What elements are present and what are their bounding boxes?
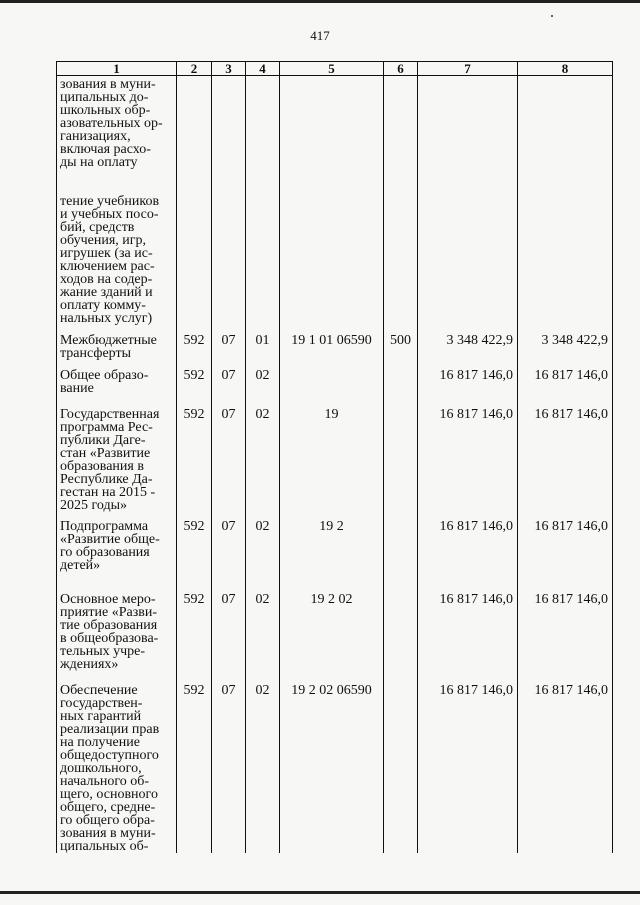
cell-col-8: 16 817 146,0	[518, 408, 613, 520]
cell-col-4	[246, 76, 280, 334]
budget-table	[56, 61, 613, 853]
cell-col-2: 592	[177, 334, 212, 369]
table-row	[57, 684, 613, 853]
cell-col-2: 592	[177, 684, 212, 853]
cell-col-8: 16 817 146,0	[518, 593, 613, 684]
table-body	[57, 76, 613, 853]
page-number: 417	[310, 28, 330, 43]
table-row	[57, 408, 613, 520]
cell-col-6	[384, 408, 418, 520]
cell-col-3: 07	[212, 593, 246, 684]
row-name-cell: зования в муни- ципальных до- школьных обр- азовательных ор- ганизациях, включая расхо- ды на оплату тение учебников и учебных посо- бий, средств обучения, игр, игрушек (за ис- ключением рас- ходов на содер- жание зданий и оплату комму- нальных услуг)	[57, 76, 177, 334]
table-row	[57, 593, 613, 684]
cell-col-3: 07	[212, 684, 246, 853]
row-name-cell: Подпрограмма «Развитие обще- го образования детей»	[57, 520, 177, 593]
cell-col-3: 07	[212, 408, 246, 520]
column-header-7: 7	[418, 62, 518, 76]
cell-col-4: 01	[246, 334, 280, 369]
cell-col-2	[177, 76, 212, 334]
table-row	[57, 369, 613, 408]
cell-col-7: 16 817 146,0	[418, 593, 518, 684]
column-header-1: 1	[57, 62, 177, 76]
cell-col-7: 3 348 422,9	[418, 334, 518, 369]
row-name-cell: Общее образо- вание	[57, 369, 177, 408]
cell-col-8	[518, 76, 613, 334]
cell-col-4: 02	[246, 684, 280, 853]
header-row	[57, 62, 613, 76]
column-header-3: 3	[212, 62, 246, 76]
cell-col-3: 07	[212, 520, 246, 593]
cell-col-7: 16 817 146,0	[418, 369, 518, 408]
table-row	[57, 76, 613, 334]
column-header-8: 8	[518, 62, 613, 76]
cell-col-5: 19 2 02 06590	[280, 684, 384, 853]
cell-col-2: 592	[177, 593, 212, 684]
scan-speck	[551, 15, 553, 17]
column-header-6: 6	[384, 62, 418, 76]
column-header-2: 2	[177, 62, 212, 76]
cell-col-4: 02	[246, 408, 280, 520]
cell-col-6	[384, 76, 418, 334]
table-row	[57, 334, 613, 369]
cell-col-4: 02	[246, 520, 280, 593]
cell-col-8: 16 817 146,0	[518, 684, 613, 853]
cell-col-2: 592	[177, 369, 212, 408]
cell-col-6	[384, 369, 418, 408]
cell-col-5: 19 1 01 06590	[280, 334, 384, 369]
cell-col-7: 16 817 146,0	[418, 684, 518, 853]
cell-col-2: 592	[177, 520, 212, 593]
cell-col-8: 16 817 146,0	[518, 520, 613, 593]
cell-col-7: 16 817 146,0	[418, 408, 518, 520]
row-name-cell: Государственная программа Рес- публики Даге- стан «Развитие образования в Республике Да- гестан на 2015 - 2025 годы»	[57, 408, 177, 520]
cell-col-5: 19	[280, 408, 384, 520]
row-name-cell: Обеспечение государствен- ных гарантий реализации прав на получение общедоступного дошкольного, начального об- щего, основного общего, средне- го общего обра- зования в муни- ципальных об-	[57, 684, 177, 853]
cell-col-2: 592	[177, 408, 212, 520]
cell-col-4: 02	[246, 369, 280, 408]
cell-col-3: 07	[212, 334, 246, 369]
table-row	[57, 520, 613, 593]
cell-col-5	[280, 369, 384, 408]
cell-col-7	[418, 76, 518, 334]
cell-col-7: 16 817 146,0	[418, 520, 518, 593]
cell-col-6: 500	[384, 334, 418, 369]
cell-col-4: 02	[246, 593, 280, 684]
cell-col-5: 19 2 02	[280, 593, 384, 684]
scan-top-edge	[0, 0, 640, 3]
cell-col-3	[212, 76, 246, 334]
column-header-5: 5	[280, 62, 384, 76]
cell-col-8: 3 348 422,9	[518, 334, 613, 369]
cell-col-8: 16 817 146,0	[518, 369, 613, 408]
row-name-cell: Основное меро- приятие «Разви- тие образования в общеобразова- тельных учре- ждениях»	[57, 593, 177, 684]
cell-col-5: 19 2	[280, 520, 384, 593]
cell-col-5	[280, 76, 384, 334]
cell-col-3: 07	[212, 369, 246, 408]
cell-col-6	[384, 684, 418, 853]
row-name-cell: Межбюджетные трансферты	[57, 334, 177, 369]
scan-bottom-edge	[0, 891, 640, 894]
cell-col-6	[384, 593, 418, 684]
column-header-4: 4	[246, 62, 280, 76]
cell-col-6	[384, 520, 418, 593]
